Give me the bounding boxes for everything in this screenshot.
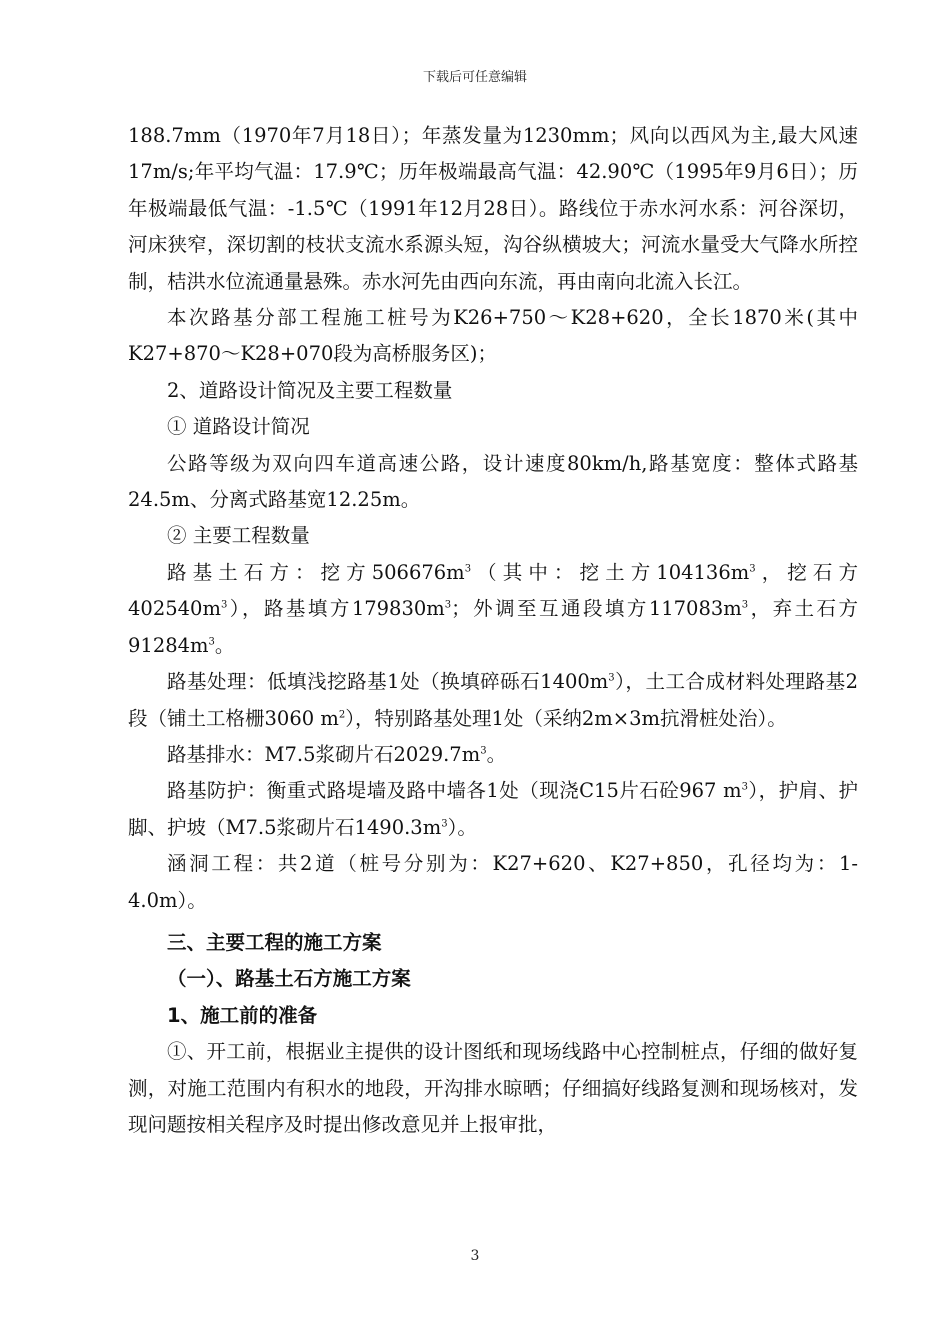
heading-earthwork-plan: （一）、路基土石方施工方案 [167,967,411,991]
heading-preparation: 1、施工前的准备 [167,1003,318,1027]
paragraph-earthwork: 路基土石方：挖方$506676m^3$（其中：挖土方$104136m^3$，挖石方$402540m^3$），路基填方$179830m^3$；外调至互通段填方$117083m^3$，弃土石方$91284m^3$。 [128,560,858,657]
subsection-design-overview: ① 道路设计简况 [167,415,310,439]
page-header: 下载后可任意编辑 [422,70,527,85]
paragraph-subgrade-treatment: 路基处理：低填浅挖路基1处（换填碎砾石$1400m^3$），土工合成材料处理路基2段（铺土工格栅3060 $m^2$），特别路基处理1处（采纳2m×3m抗滑桩处治）。 [128,670,858,730]
page-number: 3 [470,1248,480,1264]
paragraph-climate: 188.7mm（1970年7月18日）；年蒸发量为1230mm；风向以西风为主,最大风速17m/s;年平均气温：17.9℃；历年极端最高气温：42.90℃（1995年9月6日）；历年极端最低气温：-1.5℃（1991年12月28日）。路线位于赤水河水系：河谷深切，河床狭窄，深切割的枝状支流水系源头短，沟谷纵横坡大；河流水量受大气降水所控制，桔洪水位流通量悬殊。赤水河先由西向东流，再由南向北流入长江。 [128,124,858,293]
document-body [128,118,858,1143]
subsection-quantities: ② 主要工程数量 [167,524,310,548]
paragraph-scope: 本次路基分部工程施工桩号为K26+750～K28+620，全长1870米(其中K27+870～K28+070段为高桥服务区)； [128,306,858,366]
paragraph-preparation: ①、开工前，根据业主提供的设计图纸和现场线路中心控制桩点，仔细的做好复测，对施工范围内有积水的地段，开沟排水晾晒；仔细搞好线路复测和现场核对，发现问题按相关程序及时提出修改意见并上报审批， [128,1040,858,1136]
paragraph-protection: 路基防护：衡重式路堤墙及路中墙各1处（现浇C15片石砼967 $m^3$），护肩、护脚、护坡（M7.5浆砌片石$1490.3m^3$）。 [128,779,858,839]
paragraph-road-grade: 公路等级为双向四车道高速公路，设计速度80km/h,路基宽度：整体式路基24.5m、分离式路基宽12.25m。 [128,451,858,512]
heading-construction-plan: 三、主要工程的施工方案 [167,930,382,954]
paragraph-drainage: 路基排水：M7.5浆砌片石$2029.7m^3$。 [167,742,507,766]
section-road-design: 2、道路设计简况及主要工程数量 [167,378,453,402]
paragraph-culvert: 涵洞工程：共2道（桩号分别为：K27+620、K27+850，孔径均为：1-4.0m）。 [128,852,858,912]
